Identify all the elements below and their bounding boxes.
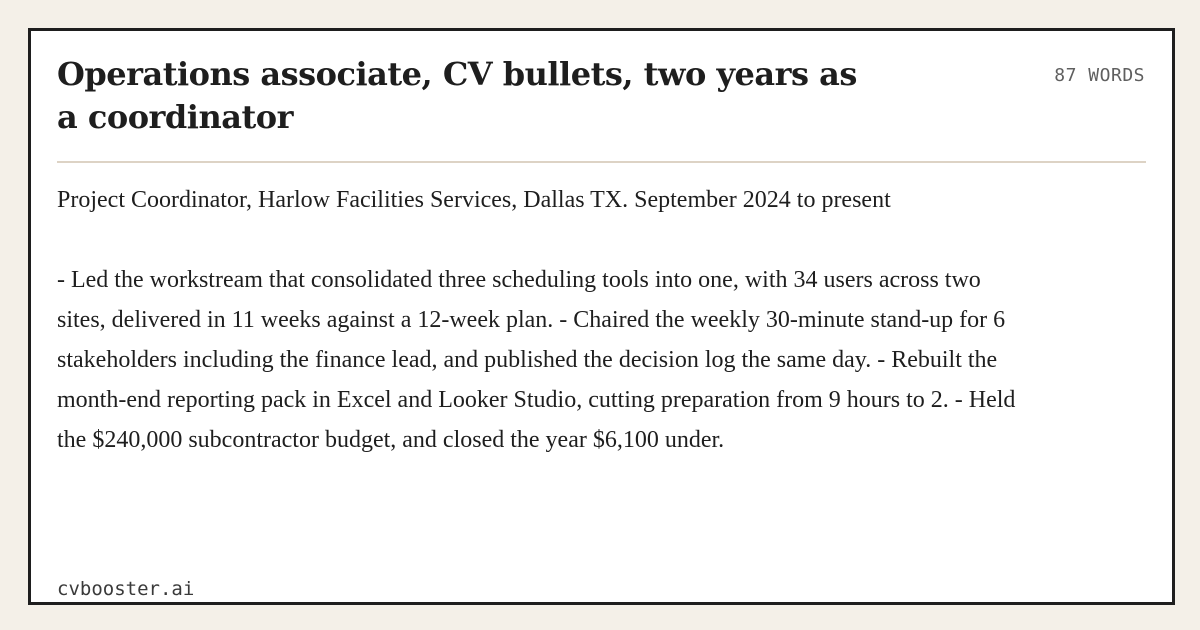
cv-body [57, 180, 1017, 460]
header-divider [57, 161, 1146, 163]
cv-excerpt-card [28, 28, 1175, 605]
footer-brand: cvbooster.ai [57, 578, 195, 600]
bullet-paragraph: - Led the workstream that consolidated three scheduling tools into one, with 34 users across two sites, delivered in 11 weeks against a 12-week plan. - Chaired the weekly 30-minute stand-up for 6 stakeholders including the finance lead, and published the decision log the same day. - Rebuilt the month-end reporting pack in Excel and Looker Studio, cutting preparation from 9 hours to 2. - Held the $240,000 subcontractor budget, and closed the year $6,100 under. [57, 267, 1016, 453]
card-header [57, 53, 1145, 161]
role-line: Project Coordinator, Harlow Facilities Services, Dallas TX. September 2024 to present [57, 187, 891, 213]
card-title: Operations associate, CV bullets, two years as a coordinator [57, 55, 857, 136]
word-count-badge: 87 WORDS [1054, 65, 1145, 86]
